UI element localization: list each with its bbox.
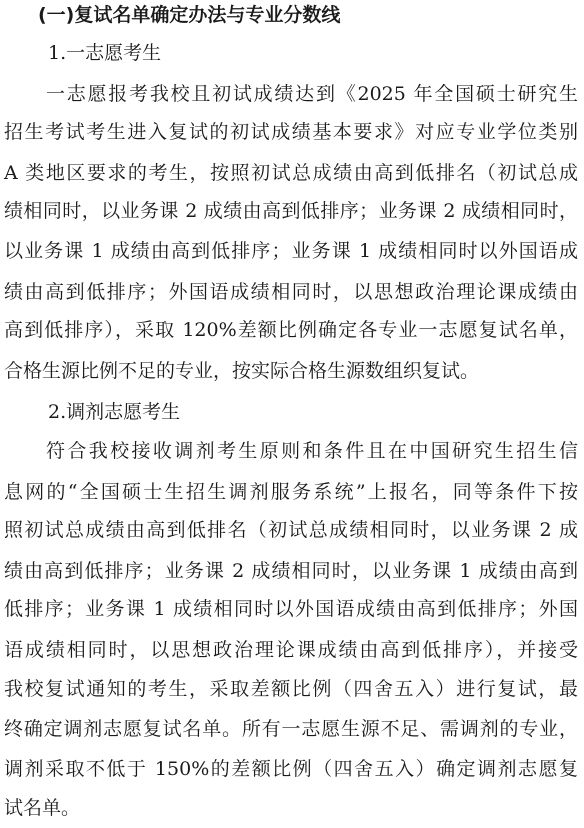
- paragraph-line: 绩由高到低排序；业务课 2 成绩相同时，以业务课 1 成绩由高到: [4, 560, 578, 582]
- paragraph-line: 高到低排序），采取 120%差额比例确定各专业一志愿复试名单，: [4, 319, 578, 341]
- paragraph-line: 调剂采取不低于 150%的差额比例（四舍五入）确定调剂志愿复: [4, 758, 578, 780]
- section-heading: (一)复试名单确定办法与专业分数线: [38, 4, 341, 26]
- paragraph-line: 我校复试通知的考生，采取差额比例（四舍五入）进行复试，最: [4, 678, 578, 700]
- paragraph-line: 一志愿报考我校且初试成绩达到《2025 年全国硕士研究生: [46, 83, 578, 105]
- paragraph-line: 照初试总成绩由高到低排名（初试总成绩相同时，以业务课 2 成: [4, 519, 578, 541]
- paragraph-line: 绩相同时，以业务课 2 成绩由高到低排序；业务课 2 成绩相同时，: [4, 200, 578, 222]
- paragraph-line: 以业务课 1 成绩由高到低排序；业务课 1 成绩相同时以外国语成: [4, 240, 578, 262]
- subheading-first-choice: 1.一志愿考生: [48, 42, 162, 64]
- paragraph-line: 终确定调剂志愿复试名单。所有一志愿生源不足、需调剂的专业，: [4, 718, 578, 740]
- paragraph-line: 合格生源比例不足的专业，按实际合格生源数组织复试。: [4, 360, 480, 382]
- paragraph-line: 语成绩相同时，以思想政治理论课成绩由高到低排序），并接受: [4, 639, 578, 661]
- paragraph-line: 符合我校接收调剂考生原则和条件且在中国研究生招生信: [46, 440, 578, 462]
- paragraph-line: 招生考试考生进入复试的初试成绩基本要求》对应专业学位类别: [4, 121, 578, 143]
- paragraph-line: 试名单。: [4, 797, 81, 819]
- paragraph-line: A 类地区要求的考生，按照初试总成绩由高到低排名（初试总成: [4, 162, 578, 184]
- paragraph-line: 绩由高到低排序；外国语成绩相同时，以思想政治理论课成绩由: [4, 281, 578, 303]
- paragraph-line: 息网的“全国硕士生招生调剂服务系统”上报名，同等条件下按: [4, 481, 578, 503]
- paragraph-line: 低排序；业务课 1 成绩相同时以外国语成绩由高到低排序；外国: [4, 598, 578, 620]
- subheading-adjustment: 2.调剂志愿考生: [48, 401, 181, 423]
